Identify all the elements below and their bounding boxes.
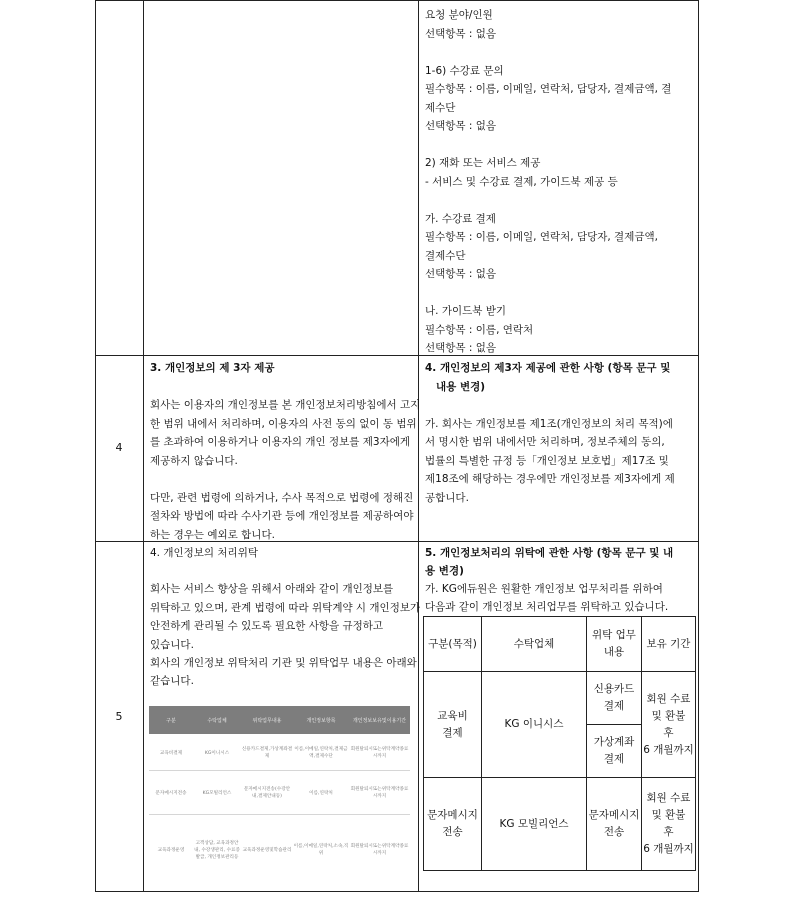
text-line: 제수단 [425,101,456,114]
text-line: 하는 경우는 예외로 합니다. [150,528,275,541]
embedded-row-divider [149,770,410,771]
body-cell: 고객상담, 교육과정안내, 수강생관리, 수료증발급, 개인정보관리등 [194,840,240,860]
text-line: 제공하지 않습니다. [150,454,238,467]
section-title-cont: 용 변경) [425,565,464,577]
text-line: 절차와 방법에 따라 수사기관 등에 개인정보를 제공하여야 [150,510,414,522]
text-line: 나. 가이드북 받기 [425,305,507,317]
row-number: 5 [115,710,123,723]
text-line: - 서비스 및 수강료 결제, 가이드북 제공 등 [425,175,618,188]
text-line: 결제수단 [425,249,466,262]
cell-purpose: 문자메시지 전송 [427,809,478,838]
header-task: 위탁 업무 내용 [592,629,636,658]
header-cell: 개인정보보유및이용기간 [352,717,407,724]
text-line: 다음과 같이 개인정보 처리업무를 위탁하고 있습니다. [425,601,669,613]
text-line: 회사는 이용자의 개인정보를 본 개인정보처리방침에서 고지 [150,399,421,411]
text-line: 선택항목 : 없음 [425,120,497,132]
text-line: 를 초과하여 이용하거나 이용자의 개인 정보를 제3자에게 [150,436,410,448]
row-number: 4 [115,441,123,454]
text-line: 선택항목 : 없음 [425,268,497,280]
text-line: 한 범위 내에서 처리하며, 이용자의 사전 동의 없이 동 범위 [150,417,417,430]
text-line: 안전하게 관리될 수 있도록 필요한 사항을 규정하고 [150,620,384,632]
header-company: 수탁업체 [513,637,555,650]
table-col-divider-1 [143,0,144,892]
body-cell: 회원탈퇴시또는위탁계약종료시까지 [350,747,409,759]
body-cell: 이름,이메일,연락처,소속,직위 [293,844,349,856]
header-purpose: 구분(목적) [428,637,477,650]
text-line: 법률의 특별한 규정 등「개인정보 보호법」제17조 및 [425,454,669,467]
header-cell: 수탁업체 [207,717,227,724]
body-cell: 이름,연락처 [309,790,333,796]
body-cell: 회원탈퇴시또는위탁계약종료시까지 [350,844,409,856]
text-line: 가. 수강료 결제 [425,212,496,225]
body-cell: 문자메시지전송 [155,790,187,796]
text-line: 공합니다. [425,491,469,504]
text-line: 2) 재화 또는 서비스 제공 [425,157,541,169]
section-title: 5. 개인정보처리의 위탁에 관한 사항 (항목 문구 및 내 [425,547,674,559]
body-cell: 회원탈퇴시또는위탁계약종료시까지 [350,787,409,799]
body-cell: 교육과정운영및학습관리 [242,847,292,853]
header-cell: 구분 [166,717,176,724]
cell-task: 가상계좌 결제 [593,736,635,765]
header-cell: 위탁업무내용 [252,717,282,724]
text-line: 필수항목 : 이름, 이메일, 연락처, 담당자, 결제금액, 결 [425,83,672,95]
body-cell: 교육과정운영 [157,847,185,853]
cell-purpose: 교육비 결제 [437,709,468,739]
embedded-row-divider [149,814,410,815]
text-line: 제18조에 해당하는 경우에만 개인정보를 제3자에게 제 [425,473,675,485]
text-line: 서 명시한 범위 내에서만 처리하며, 정보주체의 동의, [425,436,665,448]
embedded-table-image [149,706,410,886]
cell-task: 문자메시지 전송 [588,809,640,838]
text-line: 선택항목 : 없음 [425,342,497,354]
section-title-cont: 내용 변경) [436,380,486,393]
text-line: 같습니다. [150,675,194,687]
section-title: 3. 개인정보의 제 3자 제공 [150,362,275,374]
consignment-table [423,616,696,871]
text-line: 가. 회사는 개인정보를 제1조(개인정보의 처리 목적)에 [425,417,673,430]
header-cell: 개인정보항목 [306,717,336,724]
text-line: 회사는 서비스 향상을 위해서 아래와 같이 개인정보를 [150,583,394,595]
text-line: 있습니다. [150,639,194,651]
cell-period: 회원 수료 및 환불 후 6 개월까지 [643,692,694,756]
row-divider-3-4 [95,355,699,356]
cell-period: 회원 수료 및 환불 후 6 개월까지 [643,792,694,855]
body-cell: 이름,이메일,연락처,결제금액,결제수단 [294,747,348,759]
text-line: 회사의 개인정보 위탁처리 기관 및 위탁업무 내용은 아래와 [150,657,417,669]
body-cell: KG모빌리언스 [202,790,232,796]
text-line: 필수항목 : 이름, 연락처 [425,323,534,336]
text-line: 선택항목 : 없음 [425,27,497,40]
embedded-table-header [149,706,410,734]
body-cell: 교육비결제 [159,750,183,756]
table-col-divider-2 [418,0,419,892]
section-title: 4. 개인정보의 제3자 제공에 관한 사항 (항목 문구 및 [425,362,671,374]
cell-company: KG 이니시스 [504,718,564,730]
section-title: 4. 개인정보의 처리위탁 [150,547,258,559]
body-cell: 신용카드결제,가상계좌결제 [241,747,293,759]
text-line: 필수항목 : 이름, 이메일, 연락처, 담당자, 결제금액, [425,231,658,243]
header-period: 보유 기간 [646,637,691,650]
text-line: 다만, 관련 법령에 의하거나, 수사 목적으로 법령에 정해진 [150,491,414,504]
text-line: 가. KG에듀원은 원활한 개인정보 업무처리를 위하여 [425,583,663,595]
text-line: 요청 분야/인원 [425,9,493,21]
body-cell: KG이니시스 [204,750,230,756]
cell-company: KG 모빌리언스 [499,817,569,830]
table-border-right [698,0,699,892]
cell-task: 신용카드 결제 [593,683,635,712]
table-bottom-border [95,891,699,892]
table-top-border [95,0,699,1]
text-line: 위탁하고 있으며, 관계 법령에 따라 위탁계약 시 개인정보가 [150,602,421,614]
text-line: 1-6) 수강료 문의 [425,64,504,77]
body-cell: 문자메시지전송(수강안내,결제안내등) [243,787,291,799]
